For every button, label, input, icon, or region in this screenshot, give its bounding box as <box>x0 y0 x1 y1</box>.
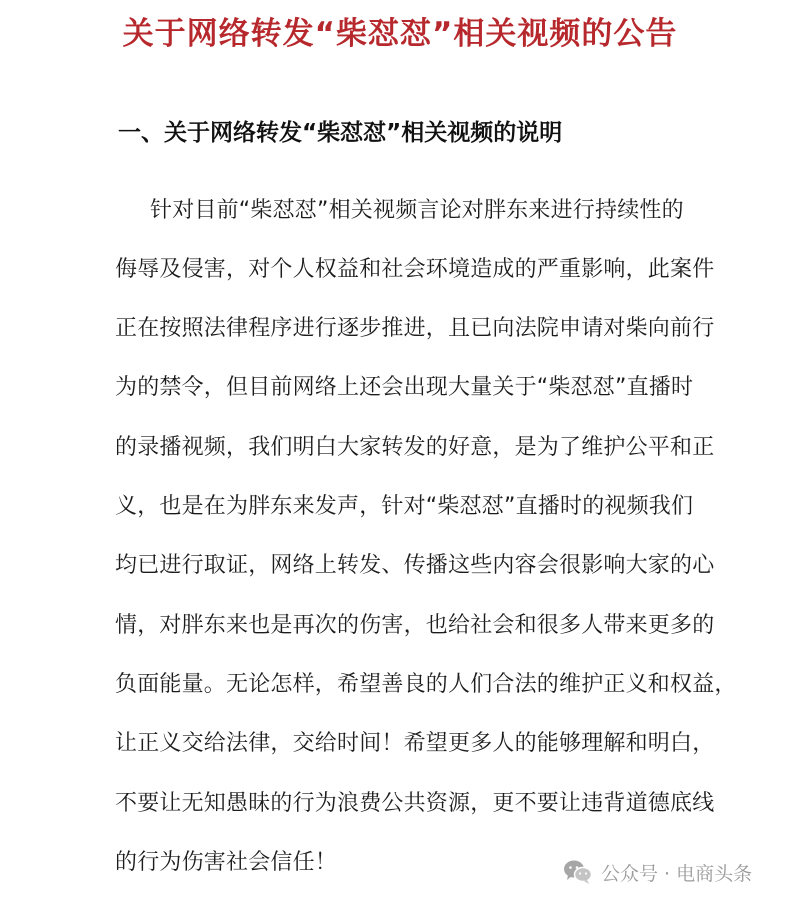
body-line: 正在按照法律程序进行逐步推进，且已向法院申请对柴向前行 <box>115 316 715 341</box>
body-line: 不要让无知愚昧的行为浪费公共资源，更不要让违背道德底线 <box>115 791 715 816</box>
body-line: 针对目前“柴怼怼”相关视频言论对胖东来进行持续性的 <box>150 198 684 223</box>
body-line: 义，也是在为胖东来发声，针对“柴怼怼”直播时的视频我们 <box>115 494 694 519</box>
body-line: 情，对胖东来也是再次的伤害，也给社会和很多人带来更多的 <box>115 613 715 638</box>
body-line: 的录播视频，我们明白大家转发的好意，是为了维护公平和正 <box>115 435 715 460</box>
body-line: 侮辱及侵害，对个人权益和社会环境造成的严重影响，此案件 <box>115 257 715 282</box>
section-heading: 一、关于网络转发“柴怼怼”相关视频的说明 <box>118 120 563 146</box>
body-line: 为的禁令，但目前网络上还会出现大量关于“柴怼怼”直播时 <box>115 375 694 400</box>
body-line: 的行为伤害社会信任！ <box>115 850 338 875</box>
watermark <box>563 856 752 888</box>
watermark-text: 公众号 · 电商头条 <box>601 862 753 885</box>
page-title: 关于网络转发“柴怼怼”相关视频的公告 <box>122 16 678 52</box>
body-line: 让正义交给法律，交给时间！希望更多人的能够理解和明白， <box>115 731 715 756</box>
wechat-icon <box>563 859 593 885</box>
body-line: 均已进行取证，网络上转发、传播这些内容会很影响大家的心 <box>115 553 715 578</box>
body-line: 负面能量。无论怎样，希望善良的人们合法的维护正义和权益， <box>115 672 737 697</box>
